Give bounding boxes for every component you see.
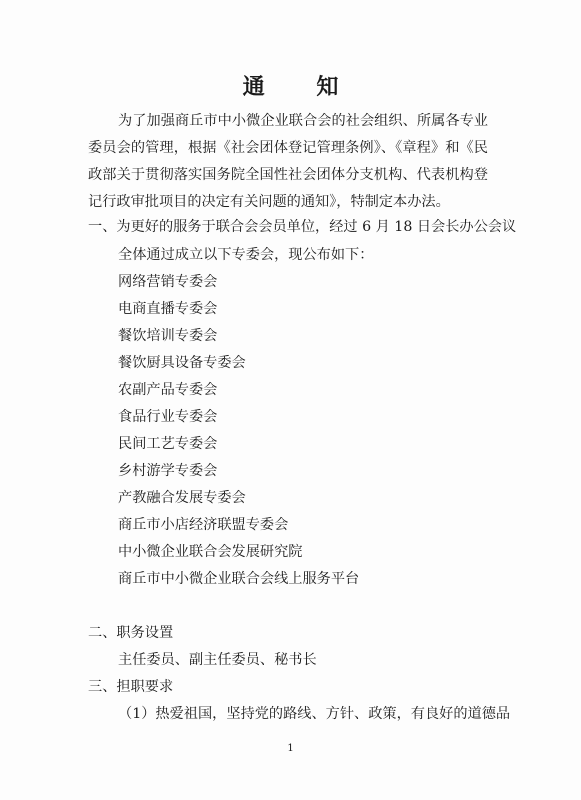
committee-item: 农副产品专委会 [118, 382, 218, 398]
section-1-continuation: 全体通过成立以下专委会，现公布如下： [118, 247, 374, 263]
committee-item: 商丘市小店经济联盟专委会 [118, 517, 289, 533]
committee-item: 餐饮培训专委会 [118, 328, 218, 344]
committee-item: 电商直播专委会 [118, 301, 218, 317]
section-3-heading: 三、担职要求 [88, 679, 174, 695]
committee-item: 食品行业专委会 [118, 409, 218, 425]
committee-item: 乡村游学专委会 [118, 463, 218, 479]
committee-item: 餐饮厨具设备专委会 [118, 355, 246, 371]
committee-item: 民间工艺专委会 [118, 436, 218, 452]
intro-paragraph: 为了加强商丘市中小微企业联合会的社会组织、所属各专业委员会的管理，根据《社会团体登记管理条例》、《章程》和《民政部关于贯彻落实国务院全国性社会团体分支机构、代表机构登记行政审批项目的决定有关问题的通知》，特制定本办法。 [88, 113, 488, 210]
section-2-heading: 二、职务设置 [88, 625, 174, 641]
page-number: 1 [287, 743, 294, 754]
section-3-item-1: （1）热爱祖国，坚持党的路线、方针、政策，有良好的道德品 [118, 706, 511, 722]
committee-item: 网络营销专委会 [118, 274, 218, 290]
committee-item: 商丘市中小微企业联合会线上服务平台 [118, 571, 360, 587]
committee-item: 中小微企业联合会发展研究院 [118, 544, 303, 560]
section-1-heading: 一、为更好的服务于联合会会员单位，经过 6 月 18 日会长办公会议 [88, 219, 517, 235]
section-2-content: 主任委员、副主任委员、秘书长 [118, 652, 317, 668]
document-title: 通 知 [242, 75, 361, 100]
committee-item: 产教融合发展专委会 [118, 490, 246, 506]
